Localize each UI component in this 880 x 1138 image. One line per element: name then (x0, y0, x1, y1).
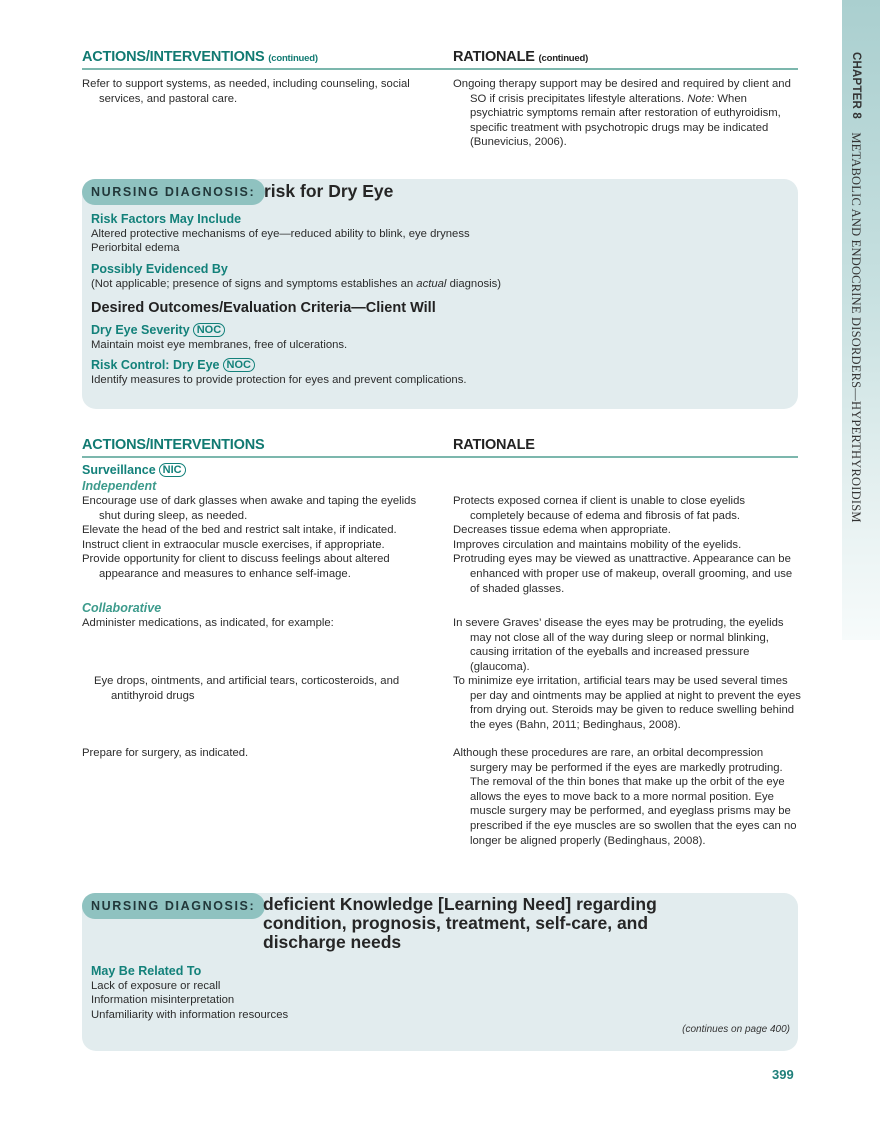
nic-badge: NIC (159, 463, 186, 477)
risk-factor-item: Periorbital edema (91, 242, 180, 255)
page-number: 399 (772, 1067, 794, 1082)
diagnosis-body (91, 212, 781, 387)
collab-action-eye-drops: Eye drops, ointments, and artificial tears, corticosteroids, and antithyroid drugs (94, 675, 400, 702)
action-support-systems: Refer to support systems, as needed, including counseling, social services, and pastoral care. (82, 78, 410, 105)
outcomes-heading: Desired Outcomes/Evaluation Criteria—Client Will (91, 299, 436, 316)
related-item: Unfamiliarity with information resources (91, 1008, 289, 1021)
rationale-header-text: RATIONALE (453, 49, 535, 65)
rationale-header: RATIONALE (453, 437, 535, 453)
nic-label: Surveillance (82, 463, 156, 477)
outcome-label-dry-eye-severity (91, 323, 781, 338)
note-label: Note: (687, 92, 715, 105)
diagnosis-title: deficient Knowledge [Learning Need] regarding condition, prognosis, treatment, self-care, and discharge needs (263, 894, 657, 952)
independent-rationales-list (453, 494, 798, 596)
related-item: Lack of exposure or recall (91, 980, 221, 992)
action-item: Encourage use of dark glasses when awake and taping the eyelids shut during sleep, as needed. (82, 495, 417, 522)
evidenced-by-text (91, 277, 781, 291)
chapter-side-text (848, 52, 863, 523)
actions-header-text: ACTIONS/INTERVENTIONS (82, 49, 265, 65)
continues-note: (continues on page 400) (682, 1024, 790, 1035)
outcome-label: Dry Eye Severity (91, 322, 190, 337)
collab-rationale-graves: In severe Graves’ disease the eyes may be protruding, the eyelids may not close all of the way during sleep or normal blinking, causing irritation of the eyeballs and increased pressure (glaucoma). (453, 617, 784, 673)
continued-label: (continued) (268, 53, 318, 64)
collab-action-surgery: Prepare for surgery, as indicated. (82, 747, 249, 759)
rationale-item: Improves circulation and maintains mobility of the eyelids. (453, 538, 742, 551)
outcome-label: Risk Control: Dry Eye (91, 358, 220, 373)
evidenced-text: (Not applicable; presence of signs and symptoms establishes an (91, 277, 417, 290)
diagnosis-body (91, 964, 781, 1022)
chapter-side-tab (842, 0, 880, 640)
action-item: Instruct client in extraocular muscle exercises, if appropriate. (82, 538, 385, 551)
rationale-item: Protects exposed cornea if client is unable to close eyelids completely because of edema and fibrosis of fat pads. (453, 495, 745, 522)
outcome-label-risk-control (91, 358, 781, 373)
rationale-text: When psychiatric symptoms remain after restoration of euthyroidism, specific treatment with psychotropic drugs may be indicated (Bunevicius, 2006). (470, 92, 781, 149)
independent-actions-list (82, 494, 432, 582)
header-rule (82, 456, 798, 458)
action-item: Elevate the head of the bed and restrict salt intake, if indicated. (82, 524, 397, 537)
evidenced-by-heading: Possibly Evidenced By (91, 261, 228, 276)
risk-factors-heading: Risk Factors May Include (91, 212, 242, 226)
rationale-therapy-support (453, 77, 803, 150)
collaborative-label: Collaborative (82, 601, 162, 615)
nursing-diagnosis-knowledge-panel (82, 893, 798, 1051)
collab-rationale-surgery: Although these procedures are rare, an orbital decompression surgery may be performed if the eyes are markedly protruding. The removal of the thin bones that make up the orbit of the eye allows the eyes to move back to a more normal position. Eye muscle surgery may be performed, and eyeglass prisms may be prescribed if the eye muscles are so swollen that the eyes can no longer be aligned properly (Bedinghaus, 2008). (453, 747, 797, 847)
nursing-diagnosis-pill: NURSING DIAGNOSIS: (82, 179, 265, 205)
collab-action-medications: Administer medications, as indicated, for example: (82, 617, 334, 629)
outcome-text: Identify measures to provide protection for eyes and prevent complications. (91, 374, 467, 387)
diagnosis-title: risk for Dry Eye (264, 181, 394, 201)
collab-rationale-eye-irritation: To minimize eye irritation, artificial tears may be used several times per day and ointments may be applied at night to prevent the eyes from drying out. Steroids may be given to reduce swelling behind the eyes (Bahn, 2011; Bedinghaus, 2008). (453, 675, 801, 731)
header-rule (82, 68, 798, 70)
rationale-item: Decreases tissue edema when appropriate. (453, 524, 671, 537)
surveillance-nic-label (82, 463, 186, 478)
noc-badge: NOC (193, 323, 225, 337)
continued-label: (continued) (538, 53, 589, 64)
related-to-heading: May Be Related To (91, 964, 202, 978)
noc-badge: NOC (223, 358, 255, 372)
evidenced-text: diagnosis) (446, 277, 502, 290)
action-item: Provide opportunity for client to discuss feelings about altered appearance and measures to enhance self-image. (82, 553, 390, 580)
actions-header-continued (82, 49, 318, 65)
evidenced-italic: actual (416, 277, 447, 290)
actions-header: ACTIONS/INTERVENTIONS (82, 437, 265, 453)
chapter-label: CHAPTER 8 (850, 52, 862, 119)
rationale-item: Protruding eyes may be viewed as unattractive. Appearance can be enhanced with proper use of makeup, overall grooming, and use of shaded glasses. (453, 553, 793, 595)
rationale-header-continued (453, 49, 588, 65)
independent-label: Independent (82, 479, 157, 493)
risk-factor-item: Altered protective mechanisms of eye—reduced ability to blink, eye dryness (91, 228, 470, 240)
related-item: Information misinterpretation (91, 994, 235, 1007)
chapter-title: METABOLIC AND ENDOCRINE DISORDERS—HYPERTHYROIDISM (849, 132, 863, 523)
rationale-text: Ongoing therapy support may be desired and required by client and SO if crisis precipitates lifestyle alterations. (453, 78, 791, 105)
outcome-text: Maintain moist eye membranes, free of ulcerations. (91, 338, 348, 351)
nursing-diagnosis-dry-eye-panel (82, 179, 798, 409)
nursing-diagnosis-pill: NURSING DIAGNOSIS: (82, 893, 265, 919)
